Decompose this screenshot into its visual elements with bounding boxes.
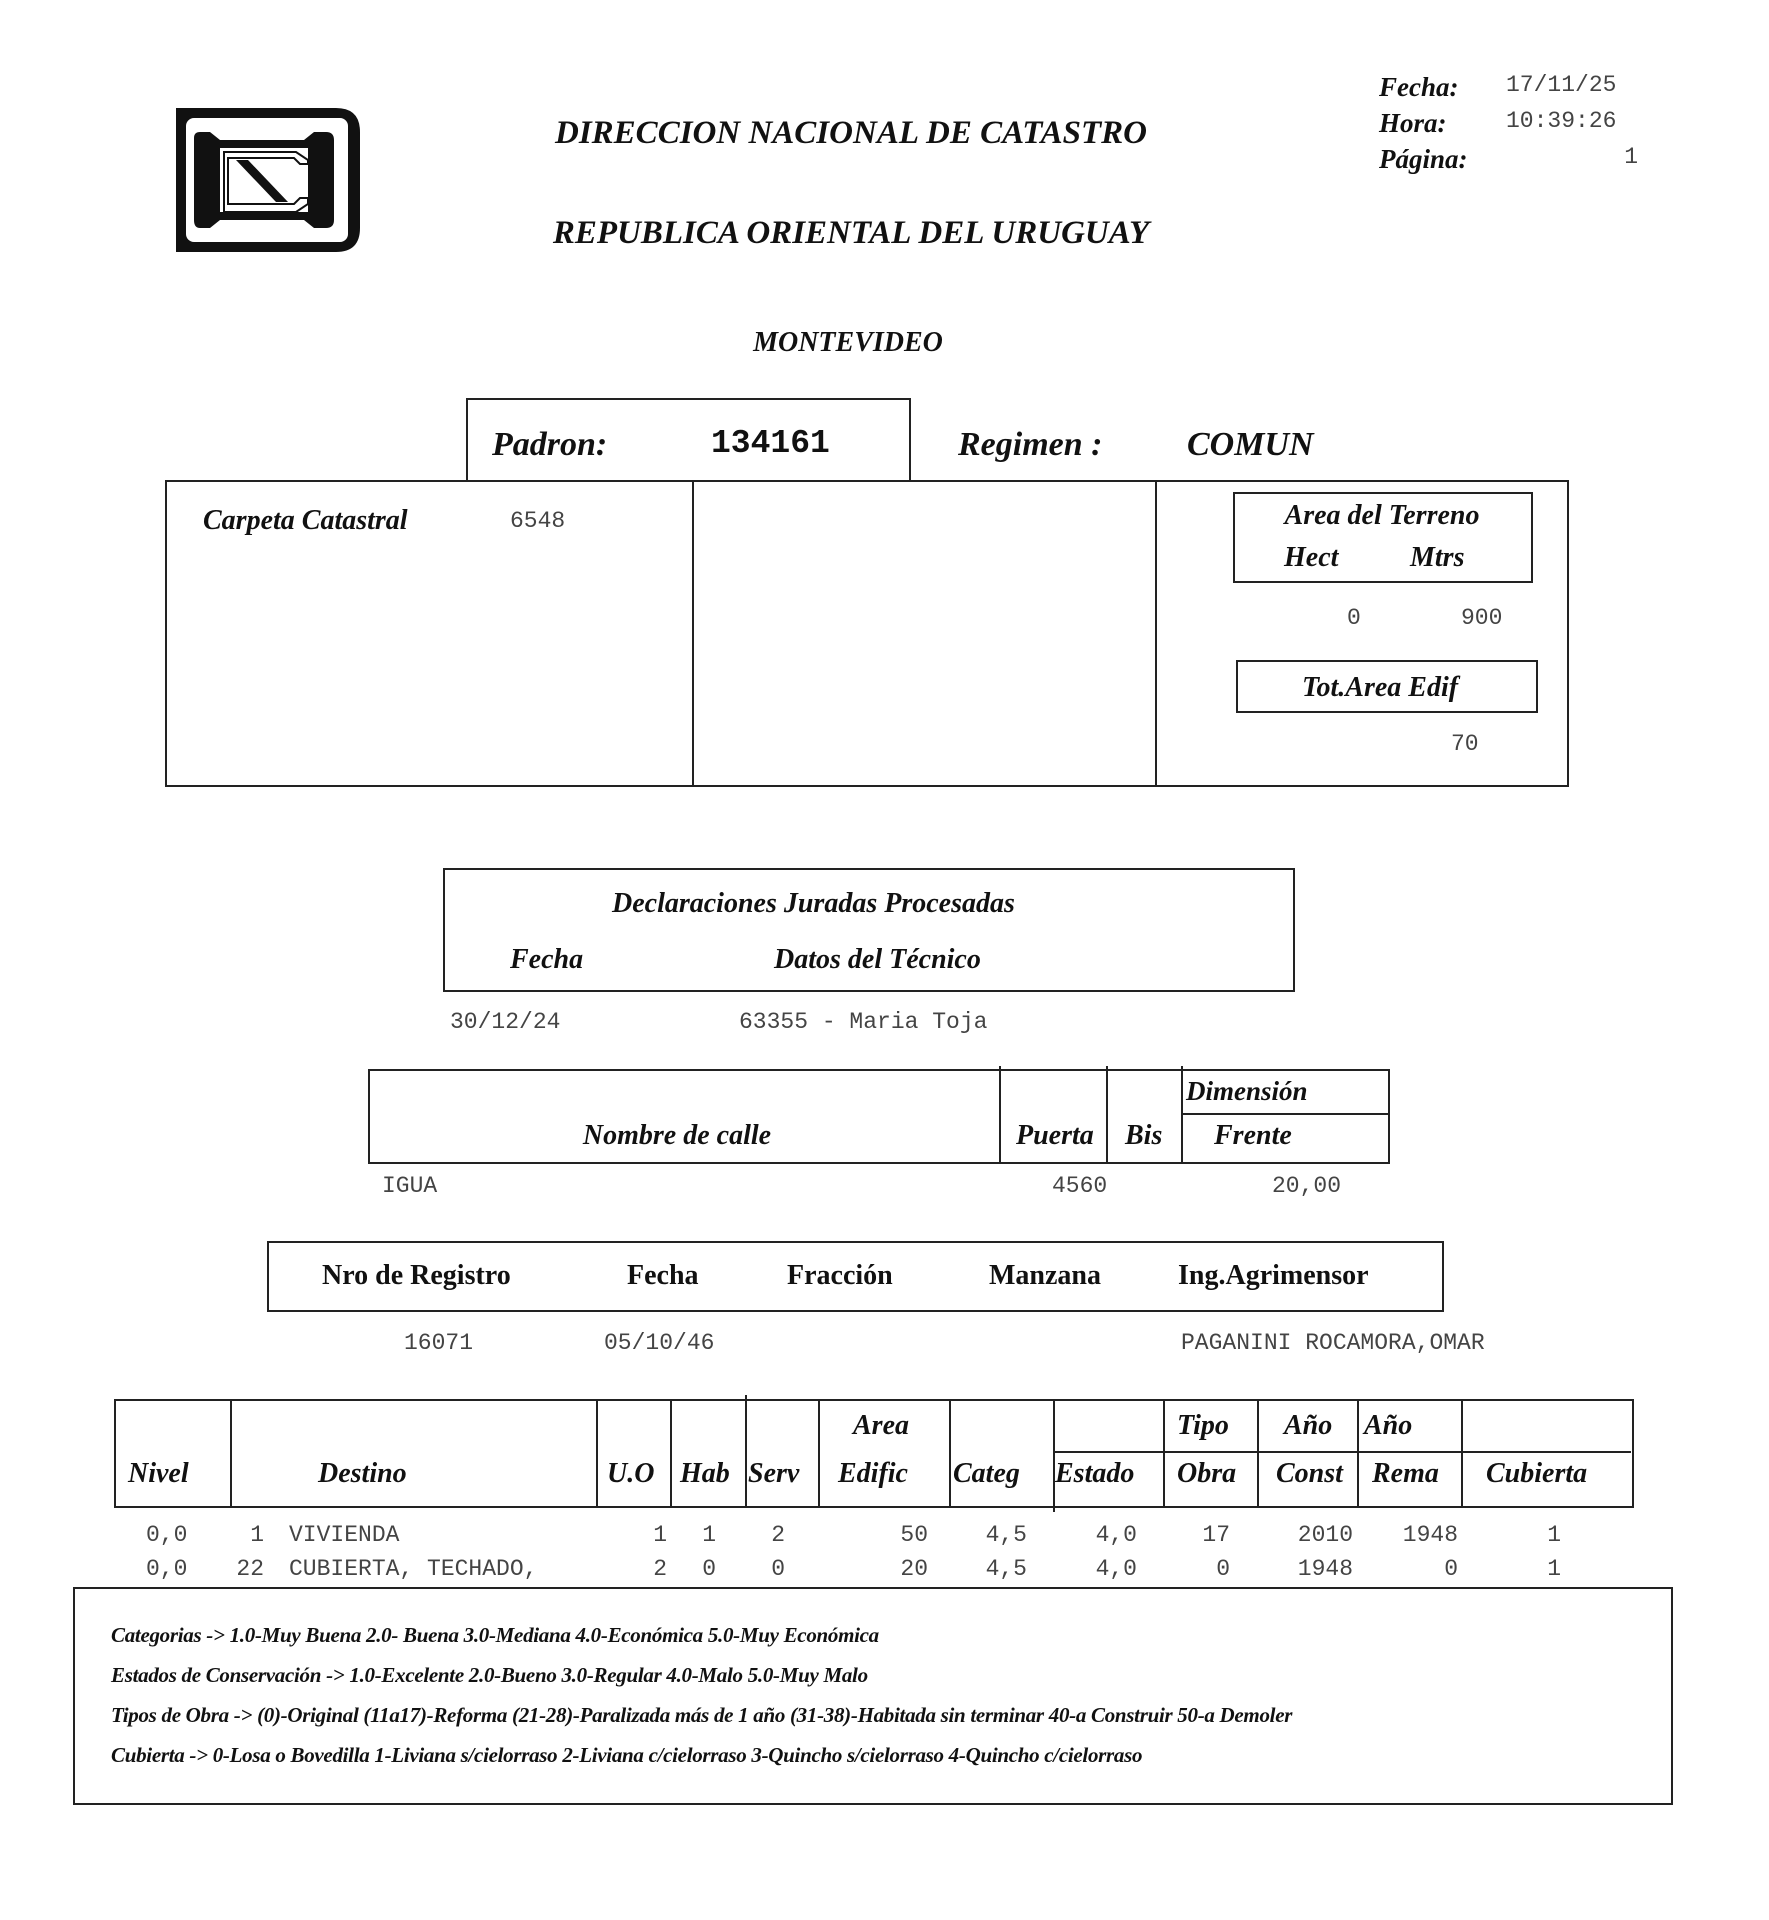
registro-fecha-header: Fecha bbox=[627, 1260, 699, 1291]
calle-nombre-value: IGUA bbox=[382, 1173, 438, 1199]
cubierta-cell: 1 bbox=[1547, 1522, 1561, 1548]
hab-cell: 0 bbox=[702, 1556, 716, 1582]
destino-cell: CUBIERTA, TECHADO, bbox=[289, 1556, 538, 1582]
hect-value: 0 bbox=[1347, 605, 1361, 631]
carpeta-label: Carpeta Catastral bbox=[203, 505, 408, 536]
registro-agrimensor-value: PAGANINI ROCAMORA,OMAR bbox=[1181, 1330, 1485, 1356]
categ-cell: 4,5 bbox=[985, 1522, 1027, 1548]
regimen-value: COMUN bbox=[1187, 426, 1314, 463]
nro-registro-header: Nro de Registro bbox=[322, 1260, 511, 1291]
destino-header: Destino bbox=[318, 1458, 407, 1489]
hect-label: Hect bbox=[1284, 542, 1339, 573]
declaracion-fecha: 30/12/24 bbox=[450, 1009, 561, 1035]
hora-label: Hora: bbox=[1379, 108, 1447, 138]
declaraciones-title: Declaraciones Juradas Procesadas bbox=[612, 888, 1015, 919]
pagina-value: 1 bbox=[1624, 144, 1638, 170]
calle-divider-bis bbox=[1106, 1066, 1108, 1164]
bis-header: Bis bbox=[1125, 1120, 1163, 1151]
registro-fecha-value: 05/10/46 bbox=[604, 1330, 715, 1356]
col-divider-uo bbox=[596, 1399, 598, 1508]
legend-tipos-obra: Tipos de Obra -> (0)-Original (11a17)-Reforma (21-28)-Paralizada más de 1 año (31-38)-Habitada sin terminar 40-a Construir 50-a Demoler bbox=[111, 1703, 1293, 1727]
anio-rema-header-bottom: Rema bbox=[1372, 1458, 1439, 1489]
header-subdivider bbox=[1053, 1451, 1631, 1453]
regimen-label: Regimen : bbox=[958, 426, 1103, 463]
padron-label: Padron: bbox=[492, 426, 608, 463]
nombre-calle-header: Nombre de calle bbox=[582, 1120, 772, 1151]
hab-header: Hab bbox=[680, 1458, 730, 1489]
fecha-label: Fecha: bbox=[1379, 72, 1459, 102]
area-terreno-title: Area del Terreno bbox=[1284, 500, 1480, 531]
tipo-header-bottom: Obra bbox=[1177, 1458, 1237, 1489]
anio-const-header-bottom: Const bbox=[1276, 1458, 1343, 1489]
dimension-header: Dimensión bbox=[1186, 1076, 1308, 1106]
categ-cell: 4,5 bbox=[985, 1556, 1027, 1582]
area-header-top: Area bbox=[853, 1410, 909, 1441]
anio-const-cell: 1948 bbox=[1297, 1556, 1353, 1582]
destino-cell: VIVIENDA bbox=[289, 1522, 400, 1548]
legend-categorias: Categorias -> 1.0-Muy Buena 2.0- Buena 3.0-Mediana 4.0-Económica 5.0-Muy Económica bbox=[111, 1623, 879, 1647]
fecha-value: 17/11/25 bbox=[1506, 72, 1617, 98]
anio-rema-cell: 1948 bbox=[1402, 1522, 1458, 1548]
calle-divider-dimension bbox=[1181, 1066, 1183, 1164]
uo-cell: 1 bbox=[653, 1522, 667, 1548]
col-divider-serv bbox=[745, 1395, 747, 1508]
declaracion-tecnico: 63355 - Maria Toja bbox=[739, 1009, 988, 1035]
tot-area-edif-label: Tot.Area Edif bbox=[1301, 672, 1459, 703]
mtrs-value: 900 bbox=[1461, 605, 1503, 631]
nivel-cell: 0,0 bbox=[146, 1556, 188, 1582]
anio-const-header-top: Año bbox=[1284, 1410, 1333, 1441]
mtrs-label: Mtrs bbox=[1410, 542, 1465, 573]
declaraciones-fecha-header: Fecha bbox=[510, 944, 584, 975]
area-cell: 20 bbox=[900, 1556, 928, 1582]
carpeta-value: 6548 bbox=[510, 508, 566, 534]
info-divider-1 bbox=[692, 480, 694, 787]
col-divider-const bbox=[1257, 1399, 1259, 1508]
codigo-cell: 22 bbox=[236, 1556, 264, 1582]
info-divider-2 bbox=[1155, 480, 1157, 787]
calle-divider-puerta bbox=[999, 1066, 1001, 1164]
catastro-logo-icon bbox=[176, 108, 360, 252]
agency-title: DIRECCION NACIONAL DE CATASTRO bbox=[554, 115, 1148, 151]
estado-cell: 4,0 bbox=[1095, 1522, 1137, 1548]
manzana-header: Manzana bbox=[989, 1260, 1101, 1291]
calle-frente-value: 20,00 bbox=[1272, 1173, 1342, 1199]
col-divider-hab bbox=[670, 1399, 672, 1508]
legend-cubierta: Cubierta -> 0-Losa o Bovedilla 1-Liviana s/cielorraso 2-Liviana c/cielorraso 3-Quincho s/cielorraso 4-Quincho c/cielorraso bbox=[111, 1743, 1143, 1767]
frente-header: Frente bbox=[1214, 1120, 1292, 1151]
col-divider-tipo bbox=[1163, 1399, 1165, 1508]
col-divider-estado bbox=[1053, 1399, 1055, 1512]
estado-header: Estado bbox=[1055, 1458, 1135, 1489]
anio-rema-cell: 0 bbox=[1444, 1556, 1458, 1582]
department-title: MONTEVIDEO bbox=[753, 327, 943, 358]
serv-cell: 0 bbox=[771, 1556, 785, 1582]
puerta-header: Puerta bbox=[1016, 1120, 1094, 1151]
nivel-cell: 0,0 bbox=[146, 1522, 188, 1548]
agrimensor-header: Ing.Agrimensor bbox=[1178, 1260, 1369, 1291]
uo-cell: 2 bbox=[653, 1556, 667, 1582]
anio-const-cell: 2010 bbox=[1297, 1522, 1353, 1548]
area-header-bottom: Edific bbox=[838, 1458, 908, 1489]
country-title: REPUBLICA ORIENTAL DEL URUGUAY bbox=[552, 215, 1150, 251]
padron-value: 134161 bbox=[711, 425, 830, 462]
dimension-divider bbox=[1181, 1113, 1390, 1115]
col-divider-categ bbox=[949, 1399, 951, 1508]
calle-puerta-value: 4560 bbox=[1052, 1173, 1108, 1199]
pagina-label: Página: bbox=[1379, 144, 1468, 174]
uo-header: U.O bbox=[607, 1458, 655, 1489]
col-divider-cubierta bbox=[1461, 1399, 1463, 1508]
tipo-cell: 17 bbox=[1202, 1522, 1230, 1548]
col-divider-destino bbox=[230, 1399, 232, 1508]
cubierta-header: Cubierta bbox=[1486, 1458, 1588, 1489]
tipo-cell: 0 bbox=[1216, 1556, 1230, 1582]
tipo-header-top: Tipo bbox=[1177, 1410, 1229, 1441]
legend-estados: Estados de Conservación -> 1.0-Excelente 2.0-Bueno 3.0-Regular 4.0-Malo 5.0-Muy Malo bbox=[111, 1663, 868, 1687]
hab-cell: 1 bbox=[702, 1522, 716, 1548]
anio-rema-header-top: Año bbox=[1364, 1410, 1413, 1441]
categ-header: Categ bbox=[953, 1458, 1020, 1489]
serv-header: Serv bbox=[748, 1458, 800, 1489]
nivel-header: Nivel bbox=[128, 1458, 189, 1489]
codigo-cell: 1 bbox=[250, 1522, 264, 1548]
registro-nro-value: 16071 bbox=[404, 1330, 474, 1356]
area-cell: 50 bbox=[900, 1522, 928, 1548]
declaraciones-tecnico-header: Datos del Técnico bbox=[774, 944, 981, 975]
col-divider-rema bbox=[1357, 1399, 1359, 1508]
serv-cell: 2 bbox=[771, 1522, 785, 1548]
tot-area-edif-value: 70 bbox=[1451, 731, 1479, 757]
col-divider-area bbox=[818, 1399, 820, 1508]
cubierta-cell: 1 bbox=[1547, 1556, 1561, 1582]
estado-cell: 4,0 bbox=[1095, 1556, 1137, 1582]
legend-box bbox=[73, 1587, 1673, 1805]
fraccion-header: Fracción bbox=[787, 1260, 893, 1291]
hora-value: 10:39:26 bbox=[1506, 108, 1617, 134]
